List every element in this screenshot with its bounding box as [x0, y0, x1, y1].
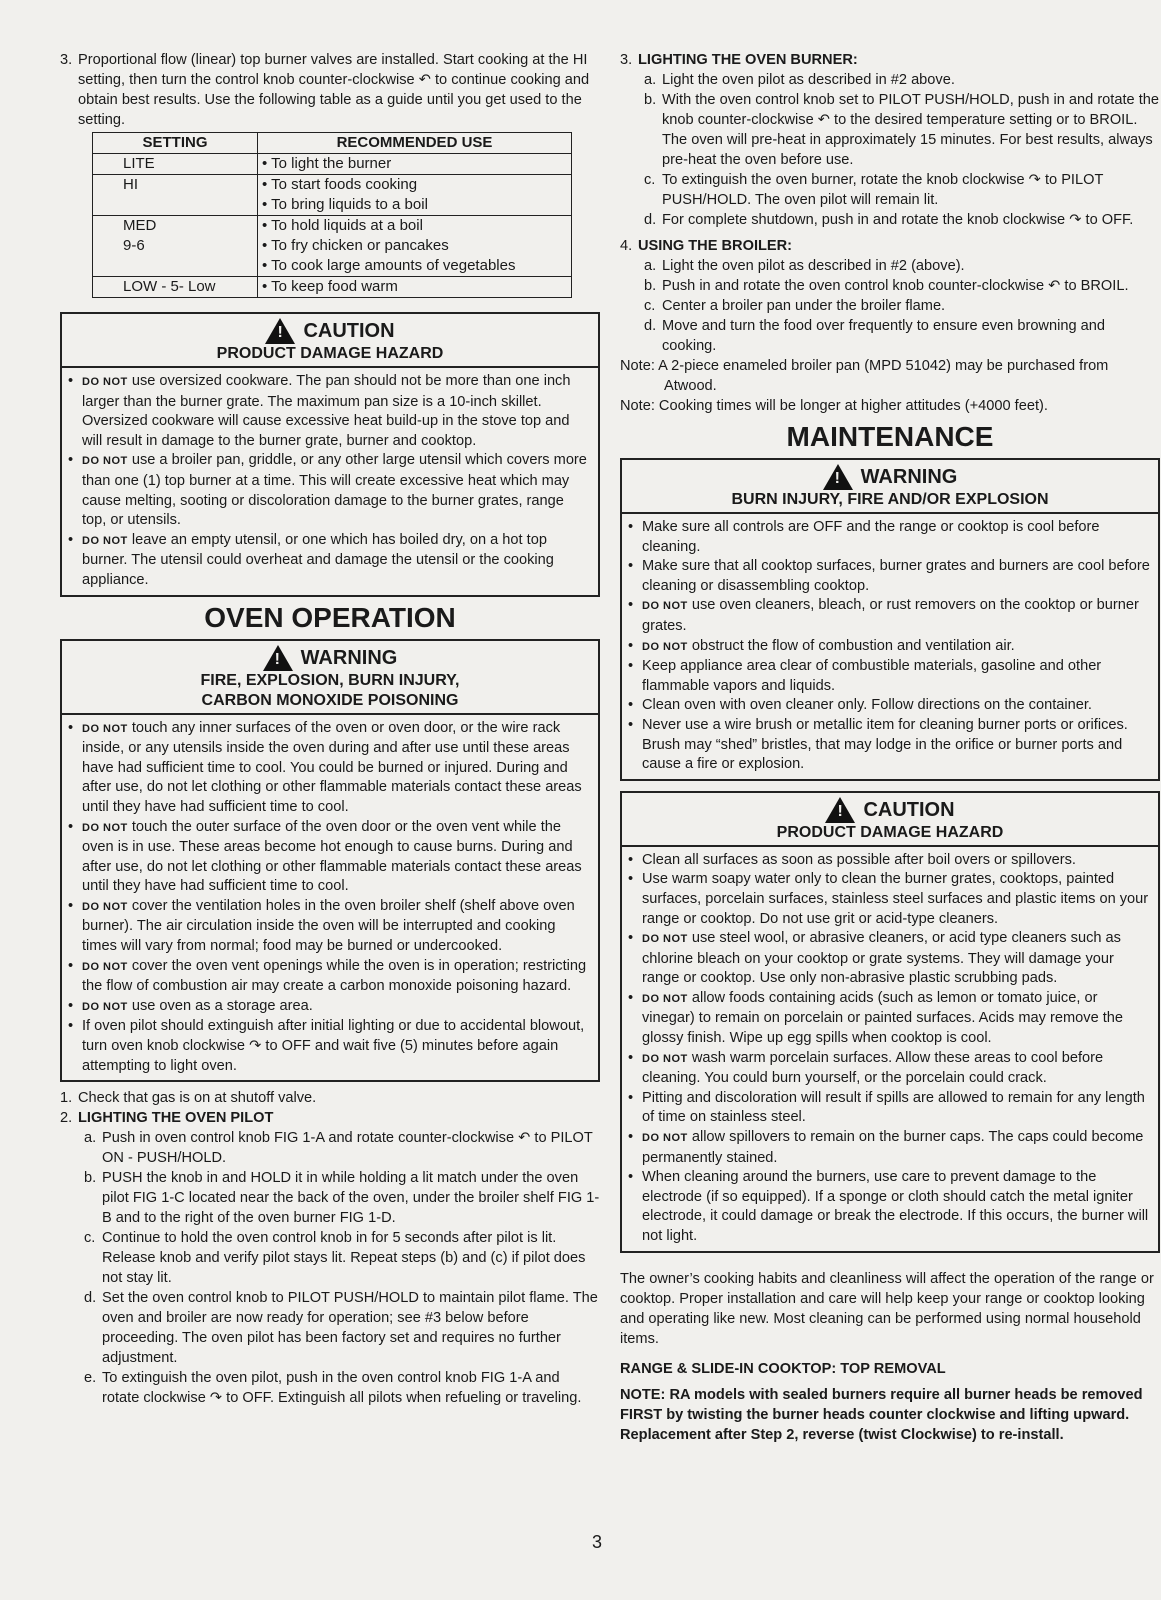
table-row: [93, 154, 572, 175]
item-text: Use warm soapy water only to clean the burner grates, cooktops, painted surfaces, porcelain surfaces, stainless steel surfaces and plastic items on your range or cooktop. Do not use grit or acid-type cleaners.: [642, 871, 1149, 927]
caution-header: [622, 793, 1158, 847]
do-not-label: DO NOT: [642, 1132, 688, 1145]
maintenance-title: MAINTENANCE: [786, 421, 994, 452]
warning-box-fire: [60, 639, 600, 1083]
step-title: LIGHTING THE OVEN PILOT: [78, 1110, 274, 1127]
list-item: • Keep appliance area clear of combustible materials, gasoline and other flammable vapors and liquids.: [628, 658, 1102, 694]
substep: d. Set the oven control knob to PILOT PUSH/HOLD to maintain pilot flame. The oven and broiler are now ready for operation; see #3 below before proceeding. The oven pilot has been factory set and requires no further adjustment.: [84, 1290, 598, 1367]
item-text: use a broiler pan, griddle, or any other large utensil which covers more than one (1) top burner at a time. This will create excessive heat which may cause melting, sooting or discoloration damage to the burner grates, range top, or utensils.: [82, 452, 587, 529]
item-text: Never use a wire brush or metallic item for cleaning burner ports or orifices. Brush may “shed” bristles, that may lodge in the orifice or burner ports and cause a fire or explosion.: [642, 716, 1128, 773]
item-text: Pitting and discoloration will result if spills are allowed to remain for any length of time on stainless steel.: [642, 1089, 1145, 1126]
substep: c. Continue to hold the oven control knob in for 5 seconds after pilot is lit. Release knob and verify pilot stays lit. Repeat steps (b) and (c) if pilot does not stay lit.: [84, 1230, 586, 1287]
list-item: • DO NOT use a broiler pan, griddle, or any other large utensil which covers more than one (1) top burner at a time. This will create excessive heat which may cause melting, sooting or discoloration damage to the burner grates, range top, or utensils.: [68, 452, 587, 529]
settings-table: [92, 132, 572, 298]
item-text: cover the oven vent openings while the oven is in operation; restricting the flow of combustion air may create a carbon monoxide poisoning hazard.: [82, 957, 587, 995]
step-1: [60, 1088, 600, 1108]
item-text: allow foods containing acids (such as lemon or tomato juice, or vinegar) to remain on porcelain or painted surfaces. Acids may remove the glossy finish. Wipe up egg spills when cooktop is cool.: [642, 989, 1124, 1047]
step-2: [60, 1108, 600, 1128]
caution-header: [62, 314, 598, 368]
do-not-label: DO NOT: [82, 1000, 128, 1013]
item-text: touch the outer surface of the oven door or the oven vent while the oven is in use. These areas become hot enough to cause burns. During and after use, do not let clothing or other flammable materials contact these areas until they have had sufficient time to cool.: [82, 818, 582, 895]
caution-subtitle: PRODUCT DAMAGE HAZARD: [216, 345, 444, 362]
list-item: • DO NOT wash warm porcelain surfaces. Allow these areas to cool before cleaning. You could burn yourself, or the porcelain could crack.: [628, 1049, 1104, 1087]
warning-signal: WARNING: [300, 646, 398, 669]
do-not-label: DO NOT: [82, 376, 128, 388]
step-num: 2.: [60, 1110, 73, 1127]
caution-signal: CAUTION: [303, 320, 395, 342]
table-row: [93, 216, 572, 277]
table-cell-setting: LOW - 5- Low: [93, 277, 258, 298]
warning-subtitle-2: CARBON MONOXIDE POISONING: [201, 691, 459, 709]
substep: e. To extinguish the oven pilot, push in the oven control knob FIG 1-A and rotate clockwise ↷ to OFF. Extinguish all pilots when refueling or traveling.: [84, 1370, 582, 1407]
list-item: • Make sure all controls are OFF and the range or cooktop is cool before cleaning.: [628, 519, 1100, 555]
do-not-label: DO NOT: [82, 455, 128, 468]
item-text: cover the ventilation holes in the oven broiler shelf (shelf above oven burner). The air circulation inside the oven will be interrupted and cooking times will vary from normal; food may be burned or undercooked.: [82, 897, 575, 955]
step-title: USING THE BROILER:: [638, 238, 793, 254]
use-line: • To hold liquids at a boil: [262, 217, 423, 234]
use-line: • To keep food warm: [262, 278, 398, 295]
do-not-label: DO NOT: [82, 722, 128, 735]
use-line: • To start foods cooking: [262, 176, 418, 193]
list-item: • If oven pilot should extinguish after initial lighting or due to accidental blowout, turn oven knob clockwise ↷ to OFF and wait five (5) minutes before again attempting to light oven.: [68, 1018, 585, 1074]
list-item: • DO NOT cover the oven vent openings while the oven is in operation; restricting the flow of combustion air may create a carbon monoxide poisoning hazard.: [68, 957, 587, 995]
item-text: leave an empty utensil, or one which has boiled dry, on a hot top burner. The utensil could overheat and damage the utensil or the cooking appliance.: [82, 531, 554, 588]
item-text: touch any inner surfaces of the oven or oven door, or the wire rack inside, or any utensils inside the oven during and after use until these areas have had sufficient time to cool. You could be burned or injured. During and after use, do not let clothing or other flammable materials contact these areas until they have had sufficient time to cool.: [82, 719, 582, 815]
warning-triangle-icon: [825, 797, 855, 823]
do-not-label: DO NOT: [642, 992, 688, 1005]
list-item: • DO NOT touch any inner surfaces of the oven or oven door, or the wire rack inside, or any utensils inside the oven during and after use until these areas have had sufficient time to cool. You could be burned or injured. During and after use, do not let clothing or other flammable materials contact these areas until they have had sufficient time to cool.: [68, 719, 582, 815]
caution-subtitle: PRODUCT DAMAGE HAZARD: [776, 823, 1004, 841]
substep: d. For complete shutdown, push in and rotate the knob clockwise ↷ to OFF.: [644, 212, 1134, 228]
item-text: When cleaning around the burners, use care to prevent damage to the electrode (if so equipped). If a sponge or cloth should catch the metal igniter electrode, it could damage or break the electrode. If this occurs, the burner will not light.: [642, 1169, 1149, 1244]
intro-num: 3.: [60, 52, 73, 68]
substep: b. Push in and rotate the oven control knob counter-clockwise ↶ to BROIL.: [644, 278, 1129, 294]
substep: a. Push in oven control knob FIG 1-A and rotate counter-clockwise ↶ to PILOT ON - PUSH/HOLD.: [84, 1130, 593, 1167]
list-item: • Make sure that all cooktop surfaces, burner grates and burners are cool before cleaning or disassembling cooktop.: [628, 558, 1150, 594]
list-item: • DO NOT cover the ventilation holes in the oven broiler shelf (shelf above oven burner). The air circulation inside the oven will be interrupted and cooking times will vary from normal; food may be burned or undercooked.: [68, 897, 575, 955]
table-header-setting: SETTING: [93, 133, 258, 154]
owner-paragraph: The owner’s cooking habits and cleanliness will affect the operation of the range or cooktop. Proper installation and care will help keep your range or cooktop looking and operating like new. Most cleaning can be performed using normal household items.: [620, 1270, 1154, 1347]
intro-text: Proportional flow (linear) top burner valves are installed. Start cooking at the HI setting, then turn the control knob counter-clockwise ↶ to continue cooking and obtain best results. Use the following table as a guide until you get used to the setting.: [78, 52, 590, 128]
list-item: • Use warm soapy water only to clean the burner grates, cooktops, painted surfaces, porcelain surfaces, stainless steel surfaces and plastic items on your range or cooktop. Do not use grit or acid-type cleaners.: [628, 871, 1149, 927]
warning-header: [62, 641, 598, 715]
removal-title: RANGE & SLIDE-IN COOKTOP: TOP REMOVAL: [620, 1360, 946, 1377]
item-text: allow spillovers to remain on the burner caps. The caps could become permanently stained.: [642, 1129, 1144, 1166]
table-cell-setting: HI: [93, 175, 258, 216]
oven-operation-title: OVEN OPERATION: [204, 601, 456, 633]
warning-box-burn: [620, 458, 1160, 781]
list-item: • When cleaning around the burners, use care to prevent damage to the electrode (if so equipped). If a sponge or cloth should catch the metal igniter electrode, it could damage or break the electrode. If this occurs, the burner will not light.: [628, 1169, 1149, 1244]
do-not-label: DO NOT: [642, 600, 688, 613]
step-num: 4.: [620, 238, 633, 254]
item-text: wash warm porcelain surfaces. Allow these areas to cool before cleaning. You could burn yourself, or the porcelain could crack.: [642, 1049, 1104, 1087]
item-text: use steel wool, or abrasive cleaners, or acid type cleaners such as chlorine bleach on your cooktop or grate systems. They will damage your range or cooktop. Use only non-abrasive plastic scrubbing pads.: [642, 930, 1121, 987]
caution-box-product-damage: [60, 312, 600, 597]
do-not-label: DO NOT: [82, 821, 128, 834]
substep: c. To extinguish the oven burner, rotate the knob clockwise ↷ to PILOT PUSH/HOLD. The oven pilot will remain lit.: [644, 172, 1104, 208]
do-not-label: DO NOT: [642, 640, 688, 653]
item-text: use oversized cookware. The pan should not be more than one inch larger than the burner grate. The maximum pan size is a 10-inch skillet. Oversized cookware will cause excessive heat build-up in the stove top and will result in damage to the burner grate, burner and cooktop.: [82, 373, 571, 449]
warning-subtitle: BURN INJURY, FIRE AND/OR EXPLOSION: [731, 491, 1049, 508]
list-item: • DO NOT use oven cleaners, bleach, or rust removers on the cooktop or burner grates.: [628, 597, 1139, 634]
list-item: • DO NOT allow foods containing acids (such as lemon or tomato juice, or vinegar) to remain on porcelain or painted surfaces. Acids may remove the glossy finish. Wipe up egg spills when cooktop is cool.: [628, 989, 1124, 1047]
substep: b. PUSH the knob in and HOLD it in while holding a lit match under the oven pilot FIG 1-C located near the back of the oven, under the broiler shelf FIG 1-B and to the right of the oven burner FIG 1-D.: [84, 1170, 600, 1227]
list-item: • Never use a wire brush or metallic item for cleaning burner ports or orifices. Brush may “shed” bristles, that may lodge in the orifice or burner ports and cause a fire or explosion.: [628, 716, 1128, 773]
page-number: 3: [592, 1532, 603, 1552]
list-item: • DO NOT touch the outer surface of the oven door or the oven vent while the oven is in use. These areas become hot enough to cause burns. During and after use, do not let clothing or other flammable materials contact these areas until they have had sufficient time to cool.: [68, 818, 582, 895]
item-text: Clean all surfaces as soon as possible after boil overs or spillovers.: [642, 851, 1076, 868]
note-broiler-pan: Note: A 2-piece enameled broiler pan (MPD 51042) may be purchased from Atwood.: [620, 358, 1109, 394]
item-text: If oven pilot should extinguish after initial lighting or due to accidental blowout, turn oven knob clockwise ↷ to OFF and wait five (5) minutes before again attempting to light oven.: [82, 1018, 585, 1074]
item-text: Make sure all controls are OFF and the range or cooktop is cool before cleaning.: [642, 519, 1100, 555]
list-item: • Clean all surfaces as soon as possible after boil overs or spillovers.: [628, 851, 1076, 868]
list-item: • DO NOT allow spillovers to remain on the burner caps. The caps could become permanently stained.: [628, 1129, 1144, 1166]
use-line: • To light the burner: [262, 155, 392, 172]
table-cell-use: [258, 216, 572, 277]
item-text: obstruct the flow of combustion and ventilation air.: [687, 637, 1015, 654]
step-num: 1.: [60, 1090, 73, 1107]
table-row: [93, 175, 572, 216]
table-cell-use: [258, 154, 572, 175]
right-column: [620, 50, 1160, 1445]
do-not-label: DO NOT: [82, 900, 128, 913]
item-text: Clean oven with oven cleaner only. Follow directions on the container.: [642, 697, 1092, 714]
intro-item: [60, 50, 600, 130]
do-not-label: DO NOT: [82, 534, 128, 547]
item-text: use oven cleaners, bleach, or rust removers on the cooktop or burner grates.: [642, 597, 1139, 634]
table-cell-setting: MED 9-6: [93, 216, 258, 277]
removal-note: NOTE: RA models with sealed burners require all burner heads be removed FIRST by twisting the burner heads counter clockwise and lifting upward. Replacement after Step 2, reverse (twist Clockwise) to re-install.: [620, 1386, 1143, 1443]
step-text: Check that gas is on at shutoff valve.: [78, 1090, 317, 1107]
warning-signal: WARNING: [860, 466, 958, 488]
list-item: • DO NOT leave an empty utensil, or one which has boiled dry, on a hot top burner. The utensil could overheat and damage the utensil or the cooking appliance.: [68, 531, 554, 588]
table-cell-setting: LITE: [93, 154, 258, 175]
table-cell-use: [258, 277, 572, 298]
caution-signal: CAUTION: [863, 798, 955, 821]
use-line: • To bring liquids to a boil: [262, 196, 428, 213]
table-cell-use: [258, 175, 572, 216]
item-text: Keep appliance area clear of combustible materials, gasoline and other flammable vapors and liquids.: [642, 658, 1102, 694]
left-column: [60, 50, 600, 1408]
substep: d. Move and turn the food over frequently to ensure even browning and cooking.: [644, 318, 1105, 354]
list-item: • Pitting and discoloration will result if spills are allowed to remain for any length of time on stainless steel.: [628, 1089, 1145, 1126]
warning-subtitle-1: FIRE, EXPLOSION, BURN INJURY,: [200, 671, 460, 689]
substep: b. With the oven control knob set to PILOT PUSH/HOLD, push in and rotate the knob counter-clockwise ↶ to the desired temperature setting or to BROIL. The oven will pre-heat in approximately 15 minutes. For best results, always pre-heat the oven before use.: [644, 92, 1159, 168]
table-row: [93, 277, 572, 298]
note-altitude: Note: Cooking times will be longer at higher attitudes (+4000 feet).: [620, 398, 1048, 414]
warning-header: [622, 460, 1158, 514]
substep: c. Center a broiler pan under the broiler flame.: [644, 298, 946, 314]
do-not-label: DO NOT: [642, 1052, 688, 1065]
substep: a. Light the oven pilot as described in #2 (above).: [644, 258, 965, 274]
list-item: • DO NOT use oversized cookware. The pan should not be more than one inch larger than the burner grate. The maximum pan size is a 10-inch skillet. Oversized cookware will cause excessive heat build-up in the stove top and will result in damage to the burner grate, burner and cooktop.: [68, 373, 571, 449]
item-text: use oven as a storage area.: [127, 997, 313, 1014]
warning-triangle-icon: [265, 318, 295, 344]
caution-box-maintenance: [620, 791, 1160, 1253]
warning-triangle-icon: [263, 645, 293, 671]
step-num: 3.: [620, 52, 633, 68]
table-header-use: RECOMMENDED USE: [258, 133, 572, 154]
step-3: [620, 50, 1160, 70]
substep: a. Light the oven pilot as described in #2 above.: [644, 72, 955, 88]
item-text: Make sure that all cooktop surfaces, burner grates and burners are cool before cleaning or disassembling cooktop.: [642, 558, 1150, 594]
list-item: • DO NOT use oven as a storage area.: [68, 997, 313, 1014]
list-item: • DO NOT obstruct the flow of combustion and ventilation air.: [628, 637, 1015, 654]
step-title: LIGHTING THE OVEN BURNER:: [638, 52, 858, 68]
do-not-label: DO NOT: [82, 960, 128, 973]
warning-triangle-icon: [823, 464, 853, 490]
use-line: • To fry chicken or pancakes: [262, 237, 449, 254]
use-line: • To cook large amounts of vegetables: [262, 257, 516, 274]
list-item: • DO NOT use steel wool, or abrasive cleaners, or acid type cleaners such as chlorine bleach on your cooktop or grate systems. They will damage your range or cooktop. Use only non-abrasive plastic scrubbing pads.: [628, 930, 1121, 987]
do-not-label: DO NOT: [642, 933, 688, 946]
step-4: [620, 236, 1160, 256]
list-item: • Clean oven with oven cleaner only. Follow directions on the container.: [628, 697, 1092, 714]
